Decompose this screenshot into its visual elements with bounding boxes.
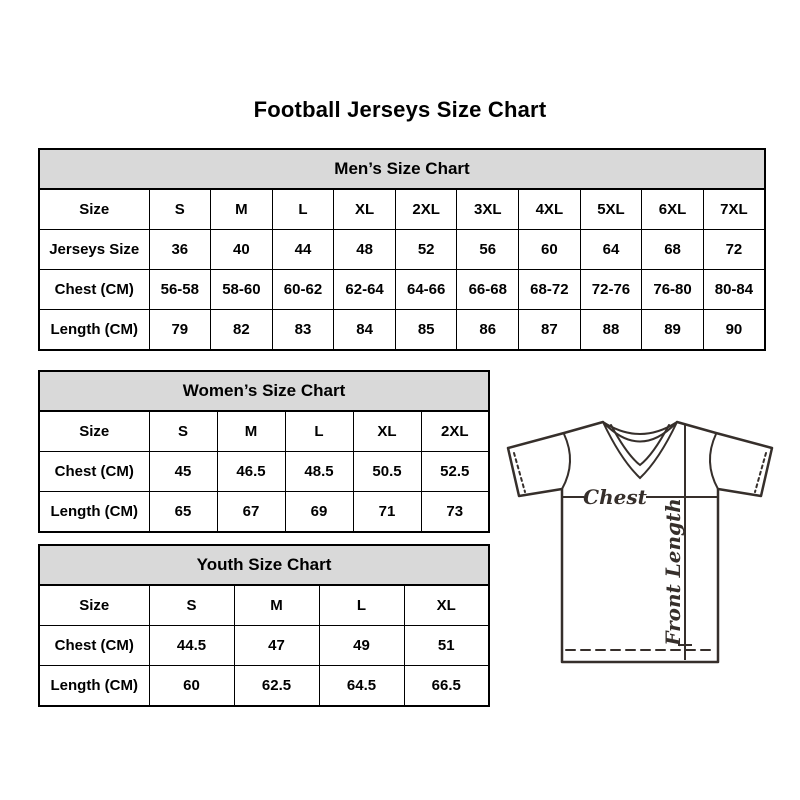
row-label: Chest (CM) [39, 626, 149, 666]
row-label: Length (CM) [39, 666, 149, 707]
cell-value: 73 [421, 492, 489, 533]
cell-value: XL [334, 189, 396, 230]
cell-value: 82 [211, 310, 273, 351]
cell-value: 44.5 [149, 626, 234, 666]
cell-value: 80-84 [703, 270, 765, 310]
chest-label: Chest [583, 485, 647, 509]
front-length-label: Front Length [661, 498, 685, 646]
jersey-outline-icon [508, 422, 772, 662]
cell-value: 44 [272, 230, 334, 270]
cell-value: 7XL [703, 189, 765, 230]
cell-value: 2XL [395, 189, 457, 230]
cell-value: 52 [395, 230, 457, 270]
cell-value: 62.5 [234, 666, 319, 707]
jersey-diagram [500, 400, 780, 680]
table-row [39, 492, 489, 533]
cell-value: S [149, 585, 234, 626]
cell-value: 72-76 [580, 270, 642, 310]
table-row [39, 452, 489, 492]
cell-value: 47 [234, 626, 319, 666]
table-row [39, 230, 765, 270]
cell-value: 48 [334, 230, 396, 270]
table-title: Men’s Size Chart [39, 149, 765, 189]
cell-value: 79 [149, 310, 211, 351]
page-title: Football Jerseys Size Chart [253, 97, 547, 122]
row-label: Size [39, 189, 149, 230]
cell-value: 71 [353, 492, 421, 533]
cell-value: 46.5 [217, 452, 285, 492]
cell-value: 62-64 [334, 270, 396, 310]
cell-value: 64 [580, 230, 642, 270]
cell-value: L [285, 411, 353, 452]
table-title-row [39, 545, 489, 585]
cell-value: 66-68 [457, 270, 519, 310]
cell-value: 64-66 [395, 270, 457, 310]
table-title: Youth Size Chart [39, 545, 489, 585]
youth-size-table [38, 544, 490, 707]
row-label: Chest (CM) [39, 452, 149, 492]
cell-value: 56-58 [149, 270, 211, 310]
cell-value: M [211, 189, 273, 230]
cell-value: S [149, 189, 211, 230]
cell-value: M [234, 585, 319, 626]
cell-value: 49 [319, 626, 404, 666]
cell-value: M [217, 411, 285, 452]
cell-value: 6XL [642, 189, 704, 230]
table-title-row [39, 149, 765, 189]
cell-value: XL [404, 585, 489, 626]
row-label: Size [39, 585, 149, 626]
cell-value: 48.5 [285, 452, 353, 492]
cell-value: 2XL [421, 411, 489, 452]
cell-value: 69 [285, 492, 353, 533]
table-row [39, 585, 489, 626]
cell-value: 58-60 [211, 270, 273, 310]
cell-value: L [319, 585, 404, 626]
cell-value: 76-80 [642, 270, 704, 310]
cell-value: 86 [457, 310, 519, 351]
cell-value: 64.5 [319, 666, 404, 707]
cell-value: 90 [703, 310, 765, 351]
cell-value: L [272, 189, 334, 230]
cell-value: S [149, 411, 217, 452]
row-label: Chest (CM) [39, 270, 149, 310]
cell-value: 51 [404, 626, 489, 666]
table-row [39, 411, 489, 452]
cell-value: 60 [519, 230, 581, 270]
cell-value: 83 [272, 310, 334, 351]
armhole-seam-left-icon [562, 434, 570, 489]
cell-value: 3XL [457, 189, 519, 230]
row-label: Size [39, 411, 149, 452]
table-row [39, 189, 765, 230]
cell-value: 65 [149, 492, 217, 533]
cell-value: 88 [580, 310, 642, 351]
table-row [39, 626, 489, 666]
mens-size-table [38, 148, 766, 351]
row-label: Length (CM) [39, 310, 149, 351]
cell-value: 56 [457, 230, 519, 270]
cell-value: 5XL [580, 189, 642, 230]
cell-value: 68 [642, 230, 704, 270]
cell-value: 87 [519, 310, 581, 351]
cell-value: 52.5 [421, 452, 489, 492]
cell-value: 60-62 [272, 270, 334, 310]
cell-value: 89 [642, 310, 704, 351]
cell-value: 45 [149, 452, 217, 492]
table-row [39, 310, 765, 351]
armhole-seam-right-icon [710, 434, 718, 489]
row-label: Jerseys Size [39, 230, 149, 270]
cell-value: 50.5 [353, 452, 421, 492]
table-row [39, 270, 765, 310]
cell-value: 60 [149, 666, 234, 707]
cell-value: 67 [217, 492, 285, 533]
cell-value: 66.5 [404, 666, 489, 707]
cell-value: 4XL [519, 189, 581, 230]
cell-value: 68-72 [519, 270, 581, 310]
cell-value: 36 [149, 230, 211, 270]
row-label: Length (CM) [39, 492, 149, 533]
table-title: Women’s Size Chart [39, 371, 489, 411]
cell-value: 85 [395, 310, 457, 351]
table-title-row [39, 371, 489, 411]
table-row [39, 666, 489, 707]
cell-value: 72 [703, 230, 765, 270]
cell-value: 40 [211, 230, 273, 270]
cell-value: 84 [334, 310, 396, 351]
cell-value: XL [353, 411, 421, 452]
womens-size-table [38, 370, 490, 533]
